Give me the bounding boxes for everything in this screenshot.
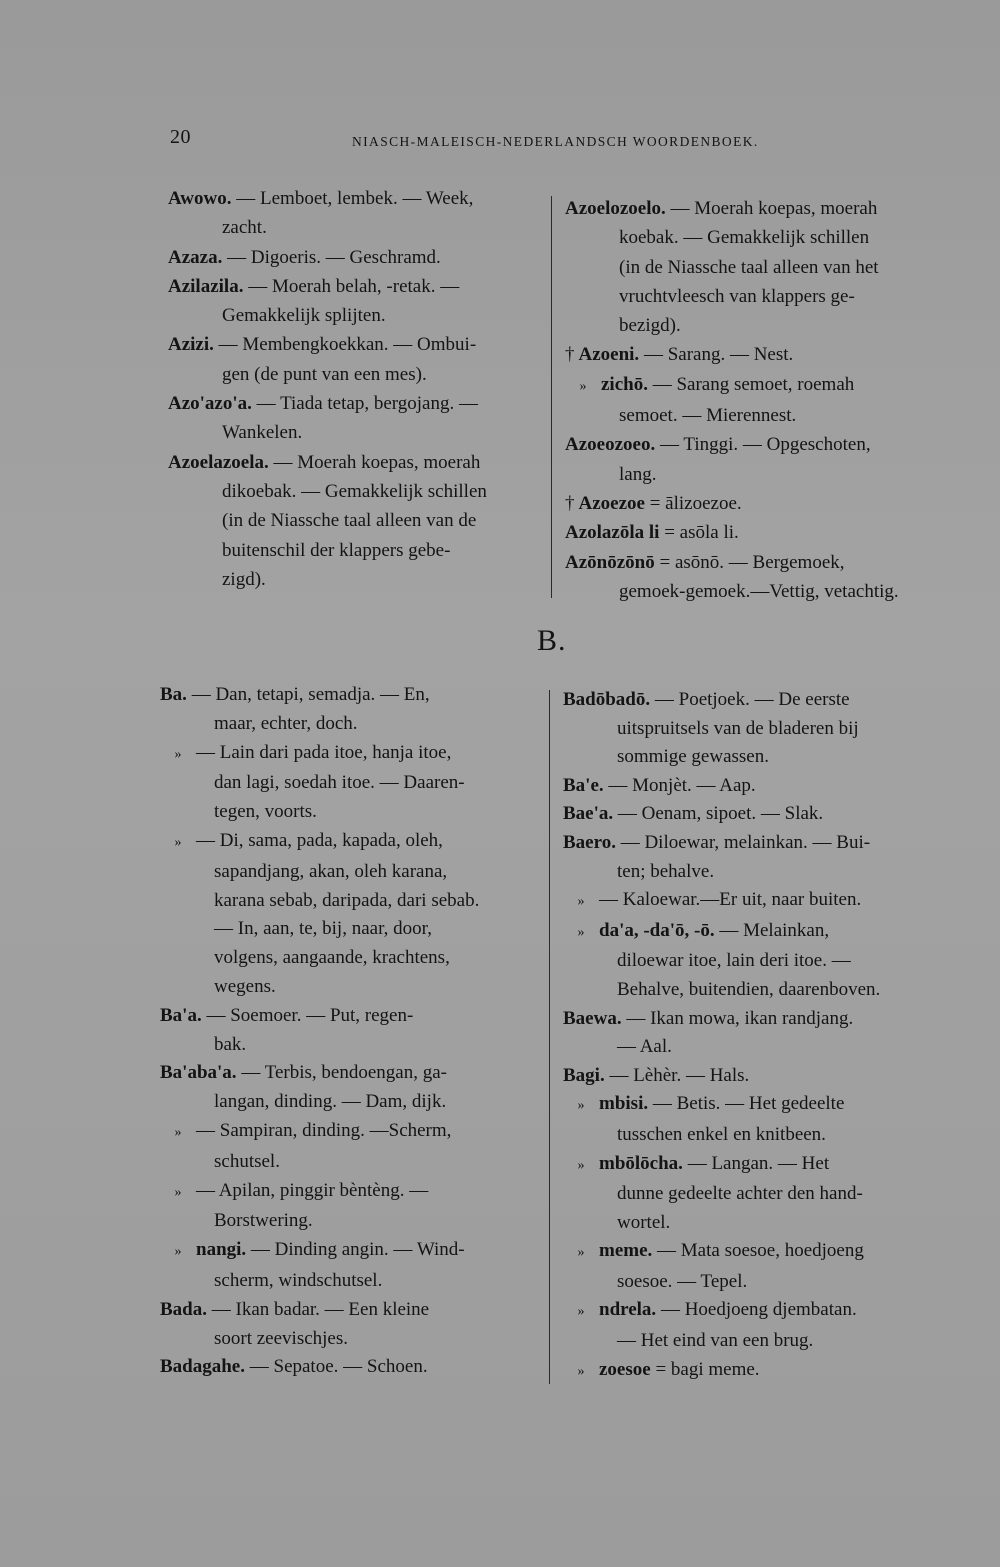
definition-text: = asōla li. [664,522,739,544]
dictionary-entry [565,430,949,489]
dictionary-entry [563,917,945,1005]
ditto-mark: » [577,924,585,940]
definition-text: — Sarang semoet, roemah [652,373,855,395]
entry-first-line [565,370,949,401]
ditto-mark: » [577,1245,585,1261]
dictionary-entry [565,489,949,518]
definition-text: — Ikan mowa, ikan randjang. [626,1007,854,1029]
dictionary-entry [168,243,546,272]
ditto-mark: » [174,1124,182,1140]
definition-text: — Mata soesoe, hoedjoeng [657,1240,864,1262]
definition-line: wegens. [214,975,276,997]
definition-line: schutsel. [214,1150,280,1172]
definition-text: = asōnō. — Bergemoek, [659,551,845,573]
entry-first-line [160,681,542,710]
definition-text: — Kaloewar.—Er uit, naar buiten. [599,889,862,911]
headword: Azoelazoela. [168,451,269,473]
entry-first-line [168,330,546,359]
entry-first-line [563,1150,945,1181]
definition-text: — Sepatoe. — Schoen. [249,1356,428,1378]
dictionary-entry [563,829,945,886]
page-number: 20 [170,126,191,148]
headword: Azilazila. [168,275,244,297]
entry-first-line [563,772,945,801]
dictionary-entry [168,448,546,594]
ditto-mark: » [577,1304,585,1320]
headword: meme. [599,1240,653,1262]
entry-first-line [563,829,945,858]
entry-first-line [160,1236,542,1267]
dictionary-entry [563,1237,945,1296]
dictionary-entry [160,1296,542,1354]
definition-text: — Monjèt. — Aap. [608,774,756,796]
dictionary-entry [563,1150,945,1238]
ditto-mark: » [174,746,182,762]
headword: Ba. [160,684,187,705]
headword: mbōlōcha. [599,1152,683,1174]
dictionary-entry [563,772,945,801]
dictionary-entry [563,886,945,917]
definition-text: — Sarang. — Nest. [643,344,794,366]
column-b-left [160,681,542,1382]
headword: Ba'aba'a. [160,1062,237,1084]
headword: Bae'a. [563,803,614,825]
entry-first-line [160,1177,542,1208]
definition-line: — In, aan, te, bij, naar, door, [214,918,432,940]
definition-line: — Het eind van een brug. [617,1330,814,1352]
dictionary-entry [160,827,542,1002]
definition-text: — Tinggi. — Opgeschoten, [659,434,871,456]
definition-text: — Di, sama, pada, kapada, oleh, [196,829,443,851]
headword: Baero. [563,831,616,853]
entry-first-line [563,1090,945,1121]
dictionary-entry [160,1117,542,1177]
definition-line: scherm, windschutsel. [214,1269,383,1291]
entry-first-line [563,1356,945,1387]
definition-line: dan lagi, soedah itoe. — Daaren- [214,772,465,794]
entry-first-line [160,1117,542,1148]
definition-line: koebak. — Gemakkelijk schillen [619,227,870,249]
dictionary-entry [563,1356,945,1387]
entry-first-line [565,518,949,547]
definition-text: — Hoedjoeng djembatan. [660,1299,857,1321]
definition-text: — Terbis, bendoengan, ga- [241,1062,447,1084]
headword: Baewa. [563,1007,622,1029]
definition-line: diloewar itoe, lain deri itoe. — [617,950,851,972]
dictionary-entry [168,184,546,243]
dictionary-entry [168,272,546,331]
ditto-mark: » [577,1098,585,1114]
definition-text: = ālizoezoe. [649,492,742,514]
definition-line: langan, dinding. — Dam, dijk. [214,1091,447,1113]
entry-first-line [160,827,542,858]
definition-text: — Sampiran, dinding. —Scherm, [196,1119,452,1141]
entry-first-line [565,340,949,369]
definition-text: — Oenam, sipoet. — Slak. [617,803,824,825]
dictionary-entry [563,1005,945,1062]
column-a-right [565,194,949,606]
entry-first-line [160,1002,542,1031]
definition-line: semoet. — Mierennest. [619,405,797,427]
entry-first-line [565,489,949,518]
definition-line: (in de Niassche taal alleen van de [222,510,477,532]
headword: Azo'azo'a. [168,393,252,415]
definition-text: — Soemoer. — Put, regen- [206,1004,414,1026]
definition-line: zacht. [222,217,267,239]
entry-first-line [160,1059,542,1088]
entry-first-line [565,548,949,577]
section-letter: B. [537,624,567,657]
definition-text: — Betis. — Het gedeelte [652,1093,845,1115]
entry-first-line [563,800,945,829]
definition-line: soort zeevischjes. [214,1327,349,1349]
entry-first-line [168,448,546,477]
entry-first-line [168,243,546,272]
dictionary-entry [160,1353,542,1382]
headword: Bada. [160,1298,207,1320]
headword: Azaza. [168,246,223,268]
headword: Azizi. [168,334,214,356]
definition-line: sapandjang, akan, oleh karana, [214,860,448,882]
definition-line: maar, echter, doch. [214,712,358,734]
headword: Ba'a. [160,1004,202,1026]
entry-first-line [563,686,945,715]
dictionary-entry [160,1002,542,1060]
dictionary-entry [565,518,949,547]
ditto-mark: » [577,894,585,910]
entry-first-line [565,194,949,223]
headword: Azoezoe [578,492,645,514]
dictionary-entry [168,330,546,389]
definition-text: — Lemboet, lembek. — Week, [236,188,474,209]
definition-line: volgens, aangaande, krachtens, [214,947,450,969]
definition-text: — Membengkoekkan. — Ombui- [218,334,477,356]
entry-first-line [168,272,546,301]
definition-line: sommige gewassen. [617,746,769,768]
ditto-mark: » [174,834,182,850]
definition-line: lang. [619,463,657,485]
definition-text: — Tiada tetap, bergojang. — [256,393,478,415]
definition-text: — Poetjoek. — De eerste [654,689,850,710]
dictionary-entry [563,1090,945,1149]
headword: Azoeni. [578,344,640,366]
ditto-mark: » [579,378,587,394]
headword: zichō. [601,373,648,395]
definition-line: soesoe. — Tepel. [617,1270,748,1292]
dictionary-entry [563,686,945,772]
dictionary-entry [563,800,945,829]
definition-line: Behalve, buitendien, daarenboven. [617,978,881,1000]
entry-first-line [168,389,546,418]
definition-line: tusschen enkel en knitbeen. [617,1123,826,1145]
entry-first-line [160,1296,542,1325]
definition-line: buitenschil der klappers gebe- [222,539,451,561]
definition-line: gen (de punt van een mes). [222,363,427,385]
entry-first-line [563,1005,945,1034]
definition-line: uitspruitsels van de bladeren bij [617,717,859,739]
headword: Azolazōla li [565,522,660,544]
dictionary-entry [565,194,949,340]
entry-first-line [160,739,542,770]
ditto-mark: » [577,1363,585,1379]
dictionary-entry [563,1062,945,1091]
headword: Ba'e. [563,774,604,796]
definition-text: — Diloewar, melainkan. — Bui- [620,831,871,853]
headword: Azōnōzōnō [565,551,655,573]
definition-line: karana sebab, daripada, dari sebab. [214,889,480,911]
column-divider [551,196,552,598]
definition-line: vruchtvleesch van klappers ge- [619,285,855,307]
dictionary-entry [563,1296,945,1355]
dagger-mark: † [565,344,575,366]
definition-line: gemoek-gemoek.—Vettig, vetachtig. [619,580,899,602]
entry-first-line [563,1062,945,1091]
dictionary-entry [565,370,949,431]
headword: Badōbadō. [563,689,651,710]
dictionary-entry [565,548,949,607]
definition-line: (in de Niassche taal alleen van het [619,256,879,278]
entry-first-line [563,917,945,948]
definition-line: Gemakkelijk splijten. [222,305,386,327]
definition-line: zigd). [222,568,266,590]
definition-text: — Moerah koepas, moerah [670,198,878,219]
definition-text: — Digoeris. — Geschramd. [227,246,441,268]
headword: ndrela. [599,1299,657,1321]
dictionary-entry [160,1059,542,1117]
headword: Azoelozoelo. [565,198,666,219]
column-divider [549,690,550,1384]
entry-first-line [565,430,949,459]
dictionary-entry [160,1177,542,1237]
headword: nangi. [196,1239,247,1261]
definition-line: Borstwering. [214,1210,313,1232]
headword: Badagahe. [160,1356,245,1378]
definition-line: ten; behalve. [617,860,715,882]
dictionary-entry [160,739,542,827]
definition-text: — Dinding angin. — Wind- [250,1239,465,1261]
headword: mbisi. [599,1093,649,1115]
headword: da'a, -da'ō, -ō. [599,919,715,941]
ditto-mark: » [577,1157,585,1173]
definition-line: bezigd). [619,315,681,337]
dagger-mark: † [565,492,575,514]
definition-text: — Lain dari pada itoe, hanja itoe, [196,741,452,763]
definition-text: — Ikan badar. — Een kleine [211,1298,430,1320]
definition-line: wortel. [617,1211,671,1233]
headword: Bagi. [563,1064,605,1086]
dictionary-entry [565,340,949,369]
definition-line: Wankelen. [222,422,303,444]
definition-text: — Langan. — Het [687,1152,830,1174]
definition-text: — Melainkan, [719,919,830,941]
entry-first-line [563,886,945,917]
entry-first-line [168,184,546,213]
entry-first-line [160,1353,542,1382]
definition-line: dunne gedeelte achter den hand- [617,1183,863,1205]
definition-line: — Aal. [617,1036,672,1058]
dictionary-entry [160,681,542,739]
entry-first-line [563,1237,945,1268]
column-a-left [168,184,546,594]
definition-line: tegen, voorts. [214,801,317,823]
definition-text: — Moerah koepas, moerah [273,451,481,473]
entry-first-line [563,1296,945,1327]
dictionary-entry [160,1236,542,1296]
ditto-mark: » [174,1184,182,1200]
headword: Azoeozoeo. [565,434,656,456]
headword: zoesoe [599,1358,651,1380]
definition-text: — Moerah belah, -retak. — [248,275,460,297]
dictionary-entry [168,389,546,448]
ditto-mark: » [174,1244,182,1260]
headword: Awowo. [168,188,232,209]
definition-text: = bagi meme. [655,1358,760,1380]
definition-text: — Lèhèr. — Hals. [609,1064,750,1086]
definition-line: dikoebak. — Gemakkelijk schillen [222,480,487,502]
column-b-right [563,686,945,1386]
definition-text: — Dan, tetapi, semadja. — En, [191,684,430,705]
definition-line: bak. [214,1033,247,1055]
definition-text: — Apilan, pinggir bèntèng. — [196,1179,429,1201]
running-title: NIASCH-MALEISCH-NEDERLANDSCH WOORDENBOEK. [352,134,759,149]
